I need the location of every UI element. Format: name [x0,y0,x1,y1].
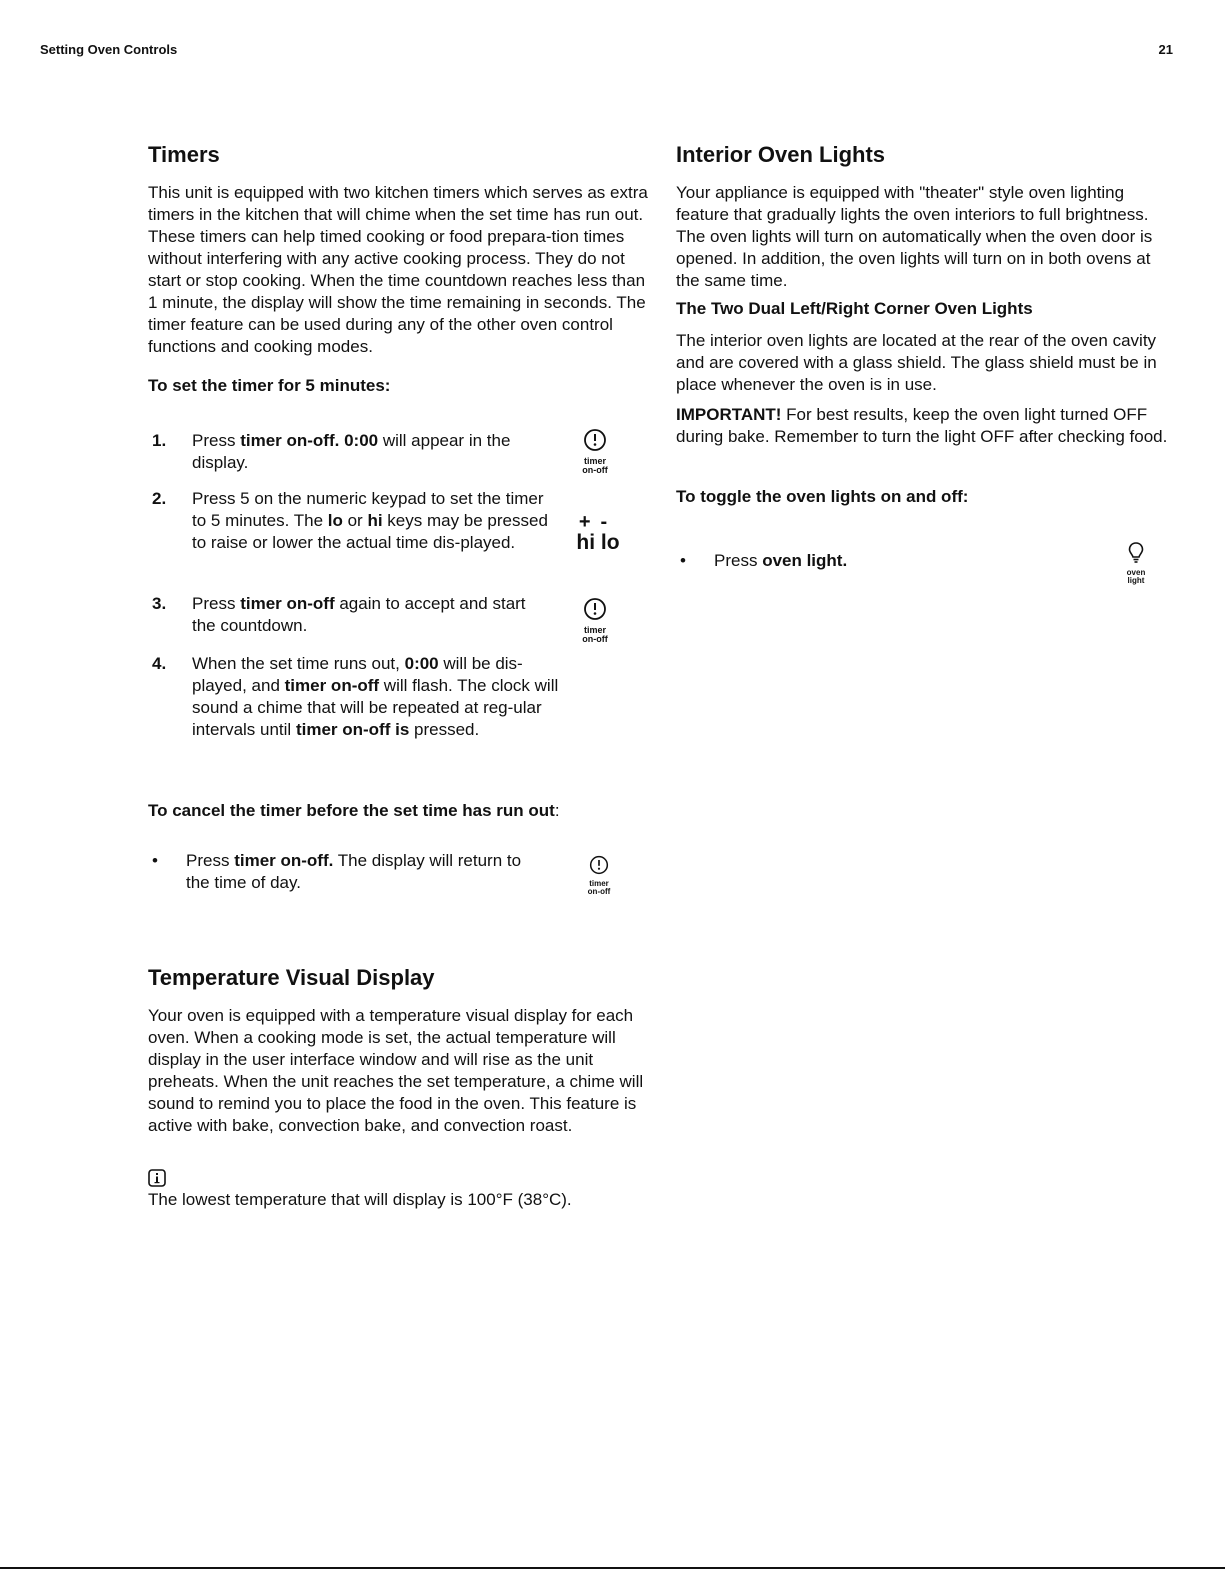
info-icon [148,1169,166,1187]
step-number: 1. [152,431,167,450]
cancel-timer-heading: To cancel the timer before the set time has run out: [148,801,560,820]
timer-on-off-key-3: timer on-off [574,855,624,896]
light-bulb-icon [1128,542,1144,564]
page-bottom-rule [0,1567,1225,1569]
bullet: • [152,851,158,870]
temperature-note: The lowest temperature that will display is 100°F (38°C). [148,1190,572,1209]
cancel-text: Press timer on-off. The display will return to the time of day. [186,851,522,892]
timers-title: Timers [148,142,220,167]
hi-lo-keys [570,512,626,554]
running-header: Setting Oven Controls [40,42,178,57]
important-note: IMPORTANT! For best results, keep the oven light turned OFF during bake. Remember to turn the light OFF after checking food. [676,405,1168,446]
timers-intro: This unit is equipped with two kitchen timers which serves as extra timers in the kitchen that will chime when the set time has run out. These timers can help timed cooking or food prepara-tion times without interfering with any active cooking process. They do not start or stop cooking. When the time countdown reaches less than 1 minute, the display will show the time remaining in seconds. The timer feature can be used during any of the other oven control functions and cooking modes. [148,183,648,356]
corner-lights-heading: The Two Dual Left/Right Corner Oven Lights [676,299,1033,318]
timer-clock-icon [583,428,607,452]
set-timer-heading: To set the timer for 5 minutes: [148,376,391,395]
lights-intro: Your appliance is equipped with "theater" style oven lighting feature that gradually lights the oven interiors to full brightness. The oven lights will turn on automatically when the oven door is opened. In addition, the oven lights will turn on in both ovens at the same time. [676,183,1153,290]
timer-clock-icon [583,597,607,621]
step-number: 2. [152,489,167,508]
hi-key-label: hi [576,531,596,554]
lights-title: Interior Oven Lights [676,142,886,167]
step-text: Press timer on-off. 0:00 will appear in the display. [192,431,511,472]
page-number: 21 [1158,42,1173,57]
timer-clock-icon [589,855,609,875]
oven-light-key: oven light [1111,542,1161,585]
step-text: Press timer on-off again to accept and start the countdown. [192,594,526,635]
timer-on-off-key-1: timer on-off [570,428,620,475]
step-number: 4. [152,654,167,673]
step-number: 3. [152,594,167,613]
toggle-lights-heading: To toggle the oven lights on and off: [676,487,969,506]
step-text: Press 5 on the numeric keypad to set the timer to 5 minutes. The lo or hi keys may be pressed to raise or lower the actual time dis-played. [192,489,548,552]
timer-on-off-key-2: timer on-off [570,597,620,644]
corner-lights-body: The interior oven lights are located at the rear of the oven cavity and are covered with a glass shield. The glass shield must be in place whenever the oven is in use. [676,331,1157,394]
minus-symbol: - [600,511,618,533]
toggle-text: Press oven light. [714,551,848,570]
step-text: When the set time runs out, 0:00 will be dis-played, and timer on-off will flash. The clock will sound a chime that will be repeated at reg-ular intervals until timer on-off is pressed. [192,654,559,739]
lo-key-label: lo [600,531,620,554]
plus-symbol: + [578,511,601,533]
bullet: • [680,551,686,570]
temperature-body: Your oven is equipped with a temperature visual display for each oven. When a cooking mode is set, the actual temperature will display in the user interface window and will rise as the unit preheats. When the unit reaches the set temperature, a chime will sound to remind you to place the food in the oven. This feature is active with bake, convection bake, and convection roast. [148,1006,644,1135]
temperature-title: Temperature Visual Display [148,965,435,990]
